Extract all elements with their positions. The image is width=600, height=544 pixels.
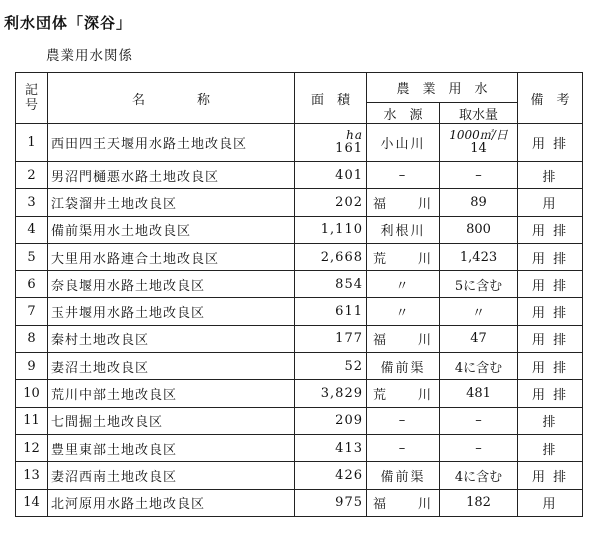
row-intake-text: 47 [470, 331, 487, 347]
row-remarks-text: 用 排 [531, 333, 569, 349]
table-row [16, 462, 583, 489]
row-number [16, 243, 48, 270]
row-name [48, 271, 295, 298]
row-source-text: 福 川 [372, 196, 433, 212]
row-remarks [518, 298, 583, 325]
row-remarks-text: 用 [542, 497, 558, 513]
row-intake [440, 124, 518, 162]
row-intake [440, 434, 518, 461]
row-area-text: 3,829 [320, 386, 363, 402]
row-source-text: – [398, 167, 408, 183]
row-intake [440, 462, 518, 489]
row-remarks [518, 189, 583, 216]
header-name: 名 称 [48, 73, 295, 124]
row-name [48, 434, 295, 461]
row-number [16, 162, 48, 189]
row-intake-text: 1,423 [459, 249, 498, 265]
row-name-text: 豊里東部土地改良区 [51, 442, 178, 458]
row-name-text: 秦村土地改良区 [51, 333, 150, 349]
table-row [16, 434, 583, 461]
row-remarks [518, 124, 583, 162]
row-number-text: 9 [27, 358, 36, 374]
row-number [16, 124, 48, 162]
row-source [367, 462, 440, 489]
row-area-text: 854 [335, 276, 363, 292]
table-row [16, 216, 583, 243]
row-name-text: 大里用水路連合土地改良区 [51, 251, 220, 267]
row-area [295, 271, 367, 298]
row-number-text: 5 [27, 249, 36, 265]
row-intake-text: 4に含む [454, 360, 503, 376]
row-remarks-text: 排 [542, 442, 558, 458]
row-source [367, 271, 440, 298]
table-body [16, 124, 583, 517]
row-area-text: 2,668 [320, 249, 363, 265]
row-name [48, 489, 295, 516]
row-area [295, 124, 367, 162]
row-intake [440, 271, 518, 298]
row-remarks-text: 用 排 [531, 278, 569, 294]
row-area [295, 162, 367, 189]
row-source [367, 380, 440, 407]
row-intake-text: 481 [466, 386, 491, 402]
row-area-text: 1,110 [320, 222, 363, 238]
row-intake-text: – [475, 413, 482, 429]
row-area [295, 462, 367, 489]
table-row [16, 380, 583, 407]
row-remarks [518, 243, 583, 270]
row-number [16, 407, 48, 434]
row-number-text: 10 [23, 386, 40, 402]
row-area [295, 216, 367, 243]
row-number-text: 2 [27, 167, 36, 183]
row-intake-text: 4に含む [454, 469, 503, 485]
row-remarks-text: 用 [542, 196, 558, 212]
row-number [16, 189, 48, 216]
row-source-text: 荒 川 [372, 251, 433, 267]
row-area-text: 611 [335, 304, 363, 320]
row-number-text: 6 [27, 276, 36, 292]
table-row [16, 243, 583, 270]
row-source-text: 備前渠 [380, 360, 426, 376]
row-source [367, 189, 440, 216]
row-source [367, 243, 440, 270]
row-source-text: 福 川 [372, 333, 433, 349]
header-row-top [16, 73, 583, 103]
row-area-text: 975 [335, 495, 363, 511]
row-intake [440, 353, 518, 380]
row-remarks [518, 407, 583, 434]
row-number [16, 353, 48, 380]
row-intake [440, 407, 518, 434]
row-source [367, 162, 440, 189]
row-name-text: 西田四王天堰用水路土地改良区 [51, 137, 248, 152]
row-remarks-text: 用 排 [531, 360, 569, 376]
row-remarks [518, 462, 583, 489]
row-intake [440, 489, 518, 516]
table-row [16, 298, 583, 325]
row-intake [440, 216, 518, 243]
row-area [295, 407, 367, 434]
row-area [295, 325, 367, 352]
row-area-text: 401 [335, 167, 363, 183]
row-name-text: 奈良堰用水路土地改良区 [51, 278, 206, 294]
row-number [16, 462, 48, 489]
row-name-text: 玉井堰用水路土地改良区 [51, 306, 206, 322]
table-row [16, 407, 583, 434]
row-intake [440, 298, 518, 325]
row-source [367, 124, 440, 162]
row-source-text: 福 川 [372, 497, 433, 513]
row-number-text: 14 [23, 495, 40, 511]
row-area [295, 434, 367, 461]
row-source-text: – [398, 413, 408, 429]
row-number [16, 216, 48, 243]
row-name-text: 荒川中部土地改良区 [51, 388, 178, 404]
header-source: 水 源 [367, 103, 440, 124]
row-source-text: – [398, 440, 408, 456]
row-remarks-text: 用 排 [531, 388, 569, 404]
row-number-text: 7 [27, 304, 36, 320]
table-row [16, 271, 583, 298]
row-remarks [518, 271, 583, 298]
row-number [16, 434, 48, 461]
row-intake-text: – [475, 440, 482, 456]
row-source [367, 216, 440, 243]
row-area-text: 426 [335, 467, 363, 483]
intake-unit: 1000㎥/日 [449, 128, 508, 142]
page-title: 利水団体「深谷」 [4, 14, 133, 32]
row-intake [440, 189, 518, 216]
table-row [16, 325, 583, 352]
row-number-text: 11 [23, 413, 40, 429]
row-name-text: 妻沼西南土地改良区 [51, 469, 178, 485]
row-intake-text: 〃 [472, 306, 486, 322]
row-intake [440, 162, 518, 189]
row-name [48, 407, 295, 434]
row-area-text: 161 [335, 141, 363, 156]
row-name-text: 妻沼土地改良区 [51, 360, 150, 376]
row-remarks-text: 用 排 [531, 137, 569, 152]
row-intake-text: 800 [466, 222, 491, 238]
row-remarks-text: 用 排 [531, 224, 569, 240]
row-number [16, 489, 48, 516]
row-name-text: 備前渠用水土地改良区 [51, 224, 192, 240]
row-intake-text: 89 [470, 194, 487, 210]
row-area-text: 209 [335, 413, 363, 429]
row-name [48, 124, 295, 162]
row-remarks [518, 489, 583, 516]
row-name-text: 江袋溜井土地改良区 [51, 196, 178, 212]
row-name-text: 男沼門樋悪水路土地改良区 [51, 169, 220, 185]
row-source-text: 備前渠 [380, 469, 426, 485]
row-source-text: 〃 [395, 278, 411, 294]
row-name-text: 七間掘土地改良区 [51, 415, 164, 431]
row-name [48, 462, 295, 489]
header-number: 記 号 [16, 73, 48, 124]
row-area [295, 353, 367, 380]
row-name [48, 216, 295, 243]
row-source [367, 407, 440, 434]
row-number-text: 4 [27, 222, 36, 238]
row-number [16, 271, 48, 298]
row-intake [440, 243, 518, 270]
row-intake [440, 325, 518, 352]
table-row [16, 124, 583, 162]
row-area [295, 489, 367, 516]
row-source [367, 353, 440, 380]
row-intake [440, 380, 518, 407]
header-remarks: 備 考 [518, 73, 583, 124]
row-remarks [518, 216, 583, 243]
row-number-text: 3 [27, 194, 36, 210]
row-name [48, 325, 295, 352]
row-name [48, 298, 295, 325]
row-name [48, 243, 295, 270]
row-area [295, 380, 367, 407]
row-source [367, 434, 440, 461]
table-row [16, 162, 583, 189]
row-remarks [518, 380, 583, 407]
row-area-text: 202 [335, 194, 363, 210]
row-name-text: 北河原用水路土地改良区 [51, 497, 206, 513]
row-remarks-text: 用 排 [531, 469, 569, 485]
row-remarks [518, 325, 583, 352]
area-unit: ha [346, 128, 363, 142]
header-area: 面 積 [295, 73, 367, 124]
row-source-text: 利根川 [380, 224, 426, 240]
row-remarks-text: 用 排 [531, 306, 569, 322]
row-source [367, 489, 440, 516]
row-area-text: 413 [335, 440, 363, 456]
row-name [48, 380, 295, 407]
header-water: 農 業 用 水 [367, 73, 518, 103]
row-area [295, 298, 367, 325]
row-remarks-text: 用 排 [531, 251, 569, 267]
section-subtitle: 農業用水関係 [46, 48, 133, 64]
table-row [16, 353, 583, 380]
row-name [48, 353, 295, 380]
row-number [16, 298, 48, 325]
row-intake-text: – [475, 167, 482, 183]
row-area [295, 243, 367, 270]
row-source-text: 小山川 [380, 137, 426, 152]
row-name [48, 189, 295, 216]
row-area [295, 189, 367, 216]
row-remarks [518, 162, 583, 189]
row-intake-text: 182 [466, 495, 491, 511]
row-number-text: 1 [27, 135, 36, 150]
row-name [48, 162, 295, 189]
row-number-text: 8 [27, 331, 36, 347]
row-source-text: 荒 川 [372, 388, 433, 404]
row-source [367, 325, 440, 352]
row-source-text: 〃 [395, 306, 411, 322]
row-area-text: 52 [344, 358, 363, 374]
row-remarks-text: 排 [542, 415, 558, 431]
row-number [16, 380, 48, 407]
row-intake-text: 14 [470, 141, 487, 156]
row-number-text: 13 [23, 467, 40, 483]
row-area-text: 177 [335, 331, 363, 347]
table-row [16, 189, 583, 216]
row-intake-text: 5に含む [454, 278, 503, 294]
row-remarks-text: 排 [542, 169, 558, 185]
row-remarks [518, 434, 583, 461]
row-remarks [518, 353, 583, 380]
row-number-text: 12 [23, 440, 40, 456]
row-source [367, 298, 440, 325]
header-intake: 取水量 [440, 103, 518, 124]
table-row [16, 489, 583, 516]
irrigation-table [15, 72, 583, 517]
row-number [16, 325, 48, 352]
